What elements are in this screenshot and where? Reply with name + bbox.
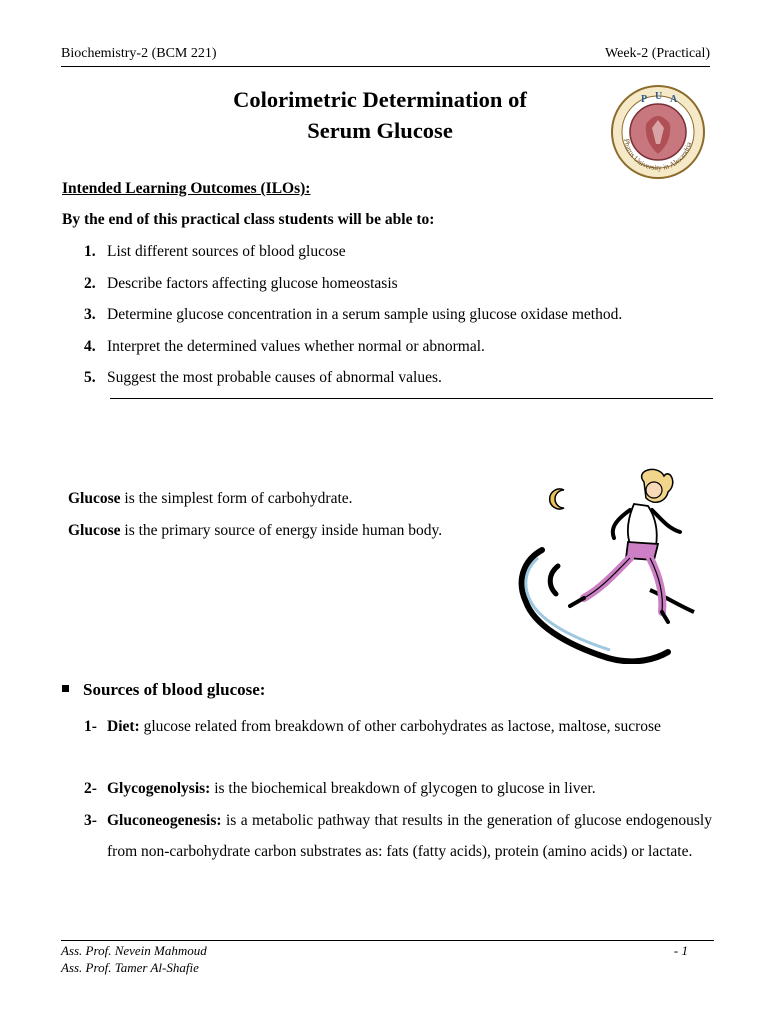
glucose-text: is the simplest form of carbohydrate. (120, 490, 353, 507)
glucose-energy (68, 522, 442, 540)
ilo-number: 1. (84, 243, 96, 260)
title-line-2: Serum Glucose (307, 118, 453, 143)
glucose-term: Glucose (68, 490, 121, 507)
ilo-text: Interpret the determined values whether normal or abnormal. (107, 337, 485, 355)
page-number: - 1 (673, 943, 688, 958)
footer-divider (61, 940, 714, 941)
source-term: Gluconeogenesis: (107, 812, 222, 829)
glucose-text: is the primary source of energy inside human body. (120, 522, 443, 539)
footer-author-1: Ass. Prof. Nevein Mahmoud (61, 943, 207, 958)
title-line-1: Colorimetric Determination of (233, 87, 527, 112)
ilo-intro: By the end of this practical class students will be able to: (62, 211, 435, 228)
ilo-item (84, 336, 622, 368)
ilo-number: 4. (84, 337, 96, 355)
ilo-number: 5. (84, 369, 96, 386)
ilo-list (84, 241, 622, 399)
source-text: is the biochemical breakdown of glycogen to glucose in liver. (210, 780, 596, 797)
ilo-text: List different sources of blood glucose (107, 243, 346, 260)
ilo-item (84, 367, 622, 399)
runner-clipart (518, 462, 704, 664)
ilo-heading: Intended Learning Outcomes (ILOs): (62, 180, 311, 197)
source-term: Diet: (107, 718, 140, 735)
ilo-text: Determine glucose concentration in a serum sample using glucose oxidase method. (107, 306, 623, 323)
section-divider (110, 398, 713, 399)
square-bullet-icon (62, 685, 69, 692)
ilo-item (84, 304, 622, 336)
source-text: glucose related from breakdown of other carbohydrates as lactose, maltose, sucrose (139, 718, 661, 735)
university-seal-logo (610, 84, 706, 180)
ilo-item (84, 241, 622, 273)
footer-author-2: Ass. Prof. Tamer Al-Shafie (61, 960, 199, 975)
glucose-term: Glucose (68, 522, 121, 539)
source-item-gluconeogenesis (84, 805, 712, 867)
ilo-text: Suggest the most probable causes of abnormal values. (107, 369, 442, 386)
source-number: 1- (84, 718, 97, 735)
source-number: 2- (84, 780, 97, 797)
sources-heading-text: Sources of blood glucose: (83, 680, 266, 699)
page-header (61, 46, 710, 67)
ilo-number: 2. (84, 274, 96, 292)
seal-letter-a: A (670, 94, 678, 105)
week-label: Week-2 (Practical) (605, 46, 710, 61)
seal-letter-u: U (655, 91, 663, 102)
ilo-item (84, 273, 622, 305)
source-text: is a metabolic pathway that results in the generation of glucose endogenously from non-carbohydrate carbon substrates as: fats (fatty acids), protein (amino acids) or lactate. (107, 812, 712, 860)
glucose-definition (68, 490, 353, 508)
document-title (170, 84, 590, 146)
source-item-diet (84, 711, 712, 742)
ilo-text: Describe factors affecting glucose homeostasis (107, 274, 398, 292)
source-number: 3- (84, 812, 97, 829)
course-label: Biochemistry-2 (BCM 221) (61, 46, 217, 61)
sources-heading (62, 680, 265, 700)
ilo-number: 3. (84, 306, 96, 323)
seal-ring-path: Pharos University in Alexandria (622, 138, 694, 173)
source-item-glycogenolysis (84, 773, 712, 804)
seal-letter-p: P (641, 94, 648, 105)
source-term: Glycogenolysis: (107, 780, 211, 797)
